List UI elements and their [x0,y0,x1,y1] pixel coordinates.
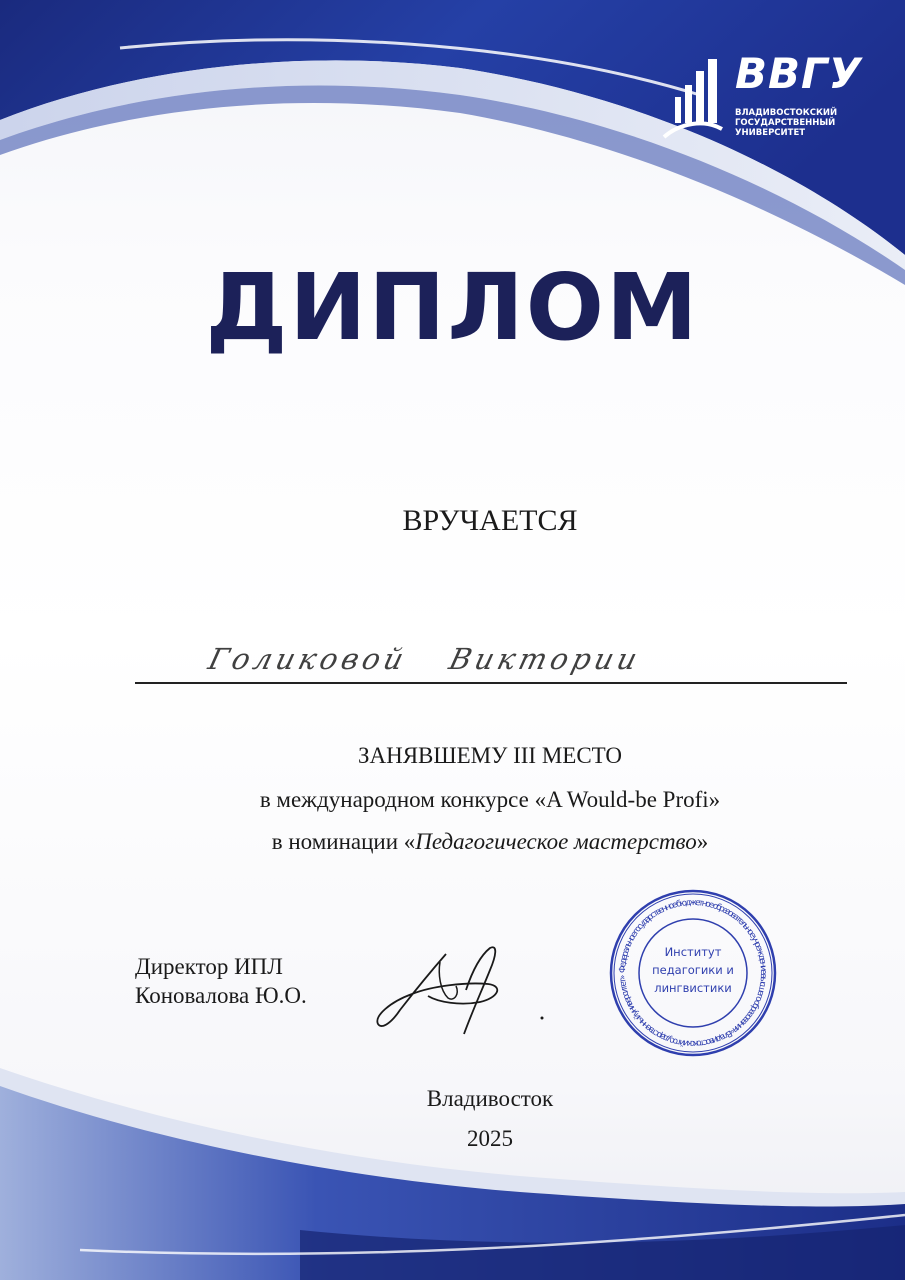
year: 2025 [467,1126,513,1151]
director-block [135,952,307,1010]
stamp-line-3: лингвистики [654,981,732,995]
recipient-name: Голиковой Виктории [205,642,645,676]
recipient-underline [135,682,847,684]
nomination-text [0,829,905,855]
stamp-line-1: Институт [664,945,722,959]
stamp-line-2: педагогики и [652,963,734,977]
nomination-suffix: » [696,829,709,854]
institute-stamp [608,888,778,1058]
place-text: ЗАНЯВШЕМУ III МЕСТО [357,743,623,768]
city: Владивосток [426,1086,554,1111]
director-name: Коновалова Ю.О. [135,983,307,1008]
contest-text: в международном конкурсе «A Would-be Profi» [259,787,721,812]
awarded-label: ВРУЧАЕТСЯ [402,504,578,537]
director-position: Директор ИПЛ [135,954,283,979]
university-logo-name: ВВГУ [735,49,863,98]
university-logo-subtitle: ВЛАДИВОСТОКСКИЙ ГОСУДАРСТВЕННЫЙ УНИВЕРСИТЕТ [735,108,838,138]
nomination-prefix: в номинации « [271,829,416,854]
nomination-name: Педагогическое мастерство [415,829,697,854]
stamp-ring-text: Федеральное государственное бюджетное образовательное учреждение высшего образования «Владивостокский государственный университет» [617,897,769,1049]
director-signature [368,940,548,1040]
diploma-title: ДИПЛОМ [205,254,700,361]
